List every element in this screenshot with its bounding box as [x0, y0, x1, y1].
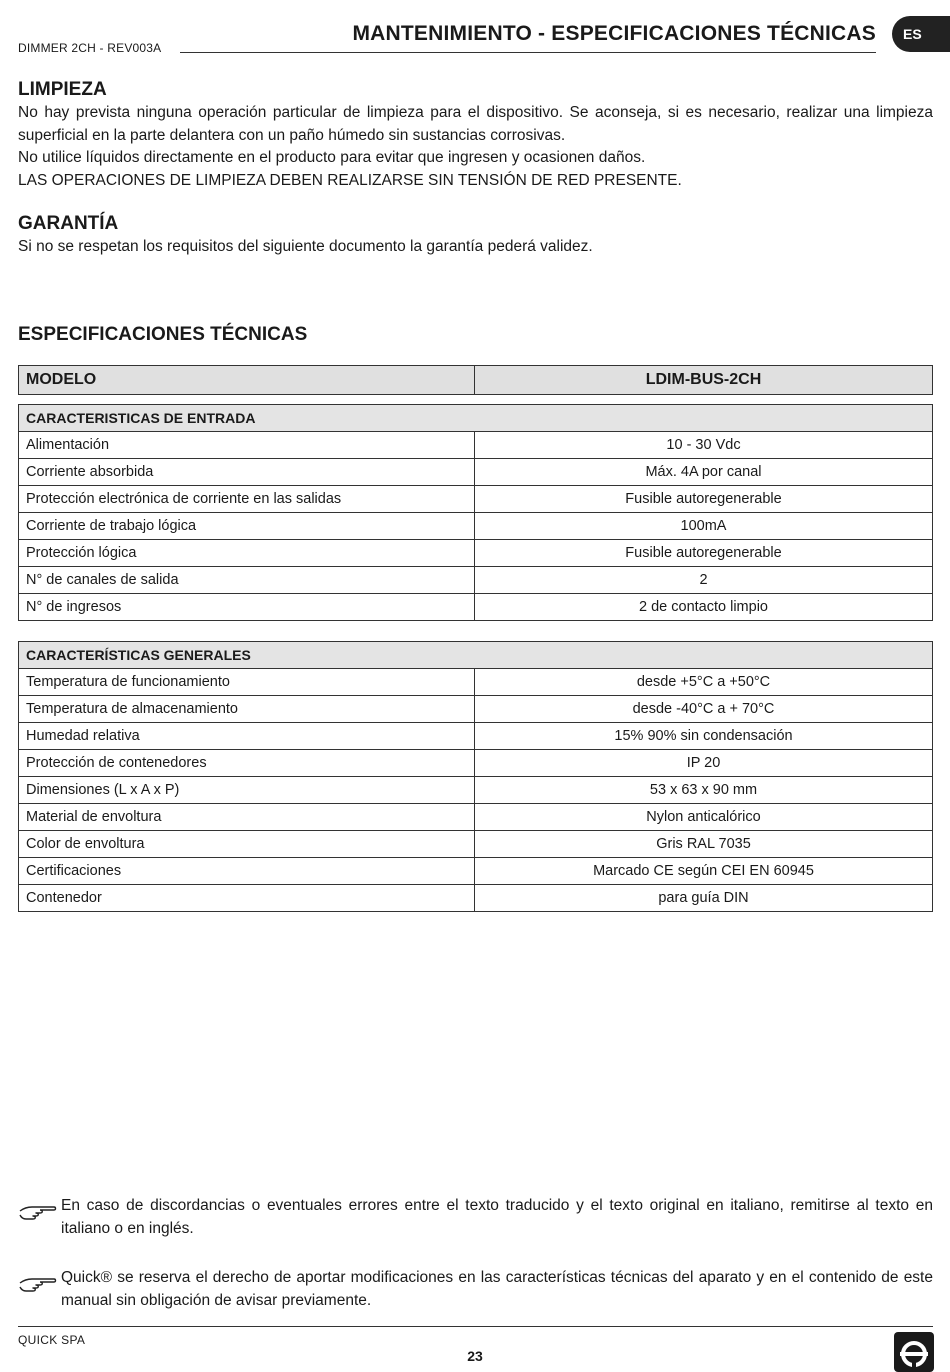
- spec-value: 10 - 30 Vdc: [475, 432, 933, 459]
- table-row: [19, 858, 933, 885]
- table-row: [19, 567, 933, 594]
- specs-heading: ESPECIFICACIONES TÉCNICAS: [18, 324, 308, 345]
- table-row: [19, 513, 933, 540]
- cleaning-paragraph-2: No utilice líquidos directamente en el producto para evitar que ingresen y ocasionen daños.: [18, 149, 646, 166]
- input-characteristics-table: [18, 404, 933, 621]
- company-name: QUICK SPA: [18, 1333, 86, 1347]
- table-row: [19, 696, 933, 723]
- cleaning-heading: LIMPIEZA: [18, 79, 107, 100]
- spec-value: Fusible autoregenerable: [475, 486, 933, 513]
- table-row: [19, 432, 933, 459]
- spec-value: IP 20: [475, 750, 933, 777]
- table-row: [19, 486, 933, 513]
- spec-value: para guía DIN: [475, 885, 933, 912]
- modification-note-text: Quick® se reserva el derecho de aportar modificaciones en las características técnicas del aparato y en el contenido de este manual sin obligación de avisar previamente.: [61, 1269, 933, 1309]
- pointing-hand-icon: [18, 1199, 58, 1229]
- spec-label: N° de canales de salida: [19, 567, 475, 594]
- table-row: [19, 831, 933, 858]
- spec-value: 15% 90% sin condensación: [475, 723, 933, 750]
- quick-logo-icon: [894, 1332, 934, 1372]
- spec-label: Certificaciones: [19, 858, 475, 885]
- spec-label: Humedad relativa: [19, 723, 475, 750]
- table-row: [19, 594, 933, 621]
- spec-label: Temperatura de almacenamiento: [19, 696, 475, 723]
- table-section-header: [19, 405, 933, 432]
- header-divider: [180, 52, 876, 53]
- cleaning-section: [18, 78, 933, 192]
- table-row: [19, 540, 933, 567]
- spec-label: N° de ingresos: [19, 594, 475, 621]
- spec-label: Material de envoltura: [19, 804, 475, 831]
- spec-label: Alimentación: [19, 432, 475, 459]
- table-row: [19, 804, 933, 831]
- footer-divider: [18, 1326, 933, 1327]
- model-label: MODELO: [19, 366, 475, 395]
- spec-label: Protección de contenedores: [19, 750, 475, 777]
- spec-label: Contenedor: [19, 885, 475, 912]
- spec-value: 53 x 63 x 90 mm: [475, 777, 933, 804]
- table-row: [19, 777, 933, 804]
- translation-note: [18, 1195, 933, 1240]
- page-number: 23: [467, 1348, 483, 1364]
- spec-label: Corriente de trabajo lógica: [19, 513, 475, 540]
- language-badge: ES: [892, 16, 950, 52]
- spec-label: Protección lógica: [19, 540, 475, 567]
- table-row: [19, 750, 933, 777]
- spec-value: 2 de contacto limpio: [475, 594, 933, 621]
- table-row: [19, 885, 933, 912]
- modification-note: [18, 1267, 933, 1312]
- table-row: [19, 669, 933, 696]
- warranty-heading: GARANTÍA: [18, 213, 119, 234]
- page-title: MANTENIMIENTO - ESPECIFICACIONES TÉCNICAS: [352, 22, 876, 45]
- spec-value: desde -40°C a + 70°C: [475, 696, 933, 723]
- model-row: [19, 366, 933, 395]
- cleaning-paragraph-3: LAS OPERACIONES DE LIMPIEZA DEBEN REALIZARSE SIN TENSIÓN DE RED PRESENTE.: [18, 171, 682, 189]
- translation-note-text: En caso de discordancias o eventuales errores entre el texto traducido y el texto original en italiano, remitirse al texto en italiano o en inglés.: [61, 1197, 933, 1237]
- spec-value: Gris RAL 7035: [475, 831, 933, 858]
- general-characteristics-heading: CARACTERÍSTICAS GENERALES: [19, 642, 933, 669]
- spec-value: 100mA: [475, 513, 933, 540]
- spec-value: Máx. 4A por canal: [475, 459, 933, 486]
- pointing-hand-icon: [18, 1271, 58, 1301]
- specs-section: [18, 323, 933, 347]
- spec-value: Fusible autoregenerable: [475, 540, 933, 567]
- input-characteristics-heading: CARACTERISTICAS DE ENTRADA: [19, 405, 933, 432]
- model-table: [18, 365, 933, 395]
- table-section-header: [19, 642, 933, 669]
- spec-value: desde +5°C a +50°C: [475, 669, 933, 696]
- document-code: DIMMER 2CH - REV003A: [18, 41, 162, 55]
- table-row: [19, 459, 933, 486]
- spec-label: Corriente absorbida: [19, 459, 475, 486]
- table-row: [19, 723, 933, 750]
- spec-label: Color de envoltura: [19, 831, 475, 858]
- spec-value: Nylon anticalórico: [475, 804, 933, 831]
- warranty-section: [18, 212, 933, 259]
- spec-label: Protección electrónica de corriente en las salidas: [19, 486, 475, 513]
- model-value: LDIM-BUS-2CH: [475, 366, 933, 395]
- general-characteristics-table: [18, 641, 933, 912]
- spec-label: Temperatura de funcionamiento: [19, 669, 475, 696]
- spec-value: Marcado CE según CEI EN 60945: [475, 858, 933, 885]
- spec-value: 2: [475, 567, 933, 594]
- spec-label: Dimensiones (L x A x P): [19, 777, 475, 804]
- warranty-text: Si no se respetan los requisitos del siguiente documento la garantía pederá validez.: [18, 238, 593, 255]
- cleaning-paragraph-1: No hay prevista ninguna operación particular de limpieza para el dispositivo. Se aconseja, si es necesario, realizar una limpieza superficial en la parte delantera con un paño húmedo sin sustancias corrosivas.: [18, 104, 933, 144]
